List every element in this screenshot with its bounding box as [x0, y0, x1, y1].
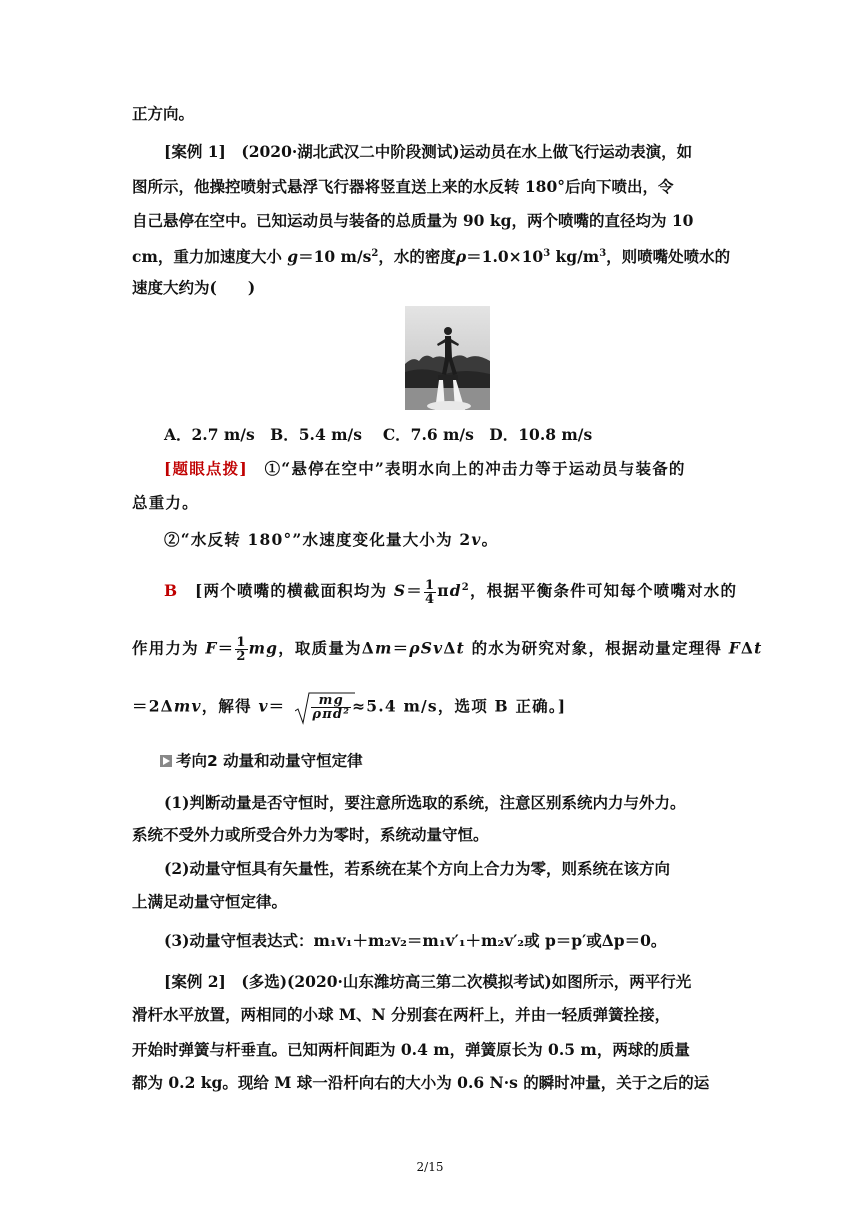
fraction: $\frac{1}{4}$ [424, 577, 436, 607]
square-root: $\frac{mg}{\text{ρπd²}}$ [297, 694, 352, 721]
para-1b: 系统不受外力或所受合外力为零时，系统动量守恒。 [132, 825, 489, 844]
text-line: 正方向。 [132, 104, 195, 123]
case1-line-3: 自己悬停在空中。已知运动员与装备的总质量为 90 kg，两个喷嘴的直径均为 10 [132, 211, 694, 230]
para-3: (3)动量守恒表达式：m₁v₁＋m₂v₂＝m₁v′₁＋m₂v′₂或 p＝p′或Δp＝0。 [164, 931, 667, 950]
page-number: 2/15 [416, 1160, 444, 1174]
fraction: $\frac{1}{2}$ [236, 635, 247, 664]
case1-line-4: cm，重力加速度大小 g＝10 $m/s^2$，水的密度$\rho=1.0\times 10^3$ $kg/m^3$，则喷嘴处喷水的 [132, 247, 731, 267]
answer-line-3: ＝2Δmv，解得 v＝ $\frac{mg}{\text{ρπd²}}$ ≈5.4 m/s，选项 B 正确。] [132, 693, 567, 722]
case1-line-1: [案例 1] (2020·湖北武汉二中阶段测试)运动员在水上做飞行运动表演，如 [164, 142, 693, 161]
answer-line-1: B [两个喷嘴的横截面积均为 S＝ $\frac{1}{4}$ $\pi d^2$，根据平衡条件可知每个喷嘴对水的 [164, 577, 738, 607]
answer-line-2: 作用力为 F＝ $\frac{1}{2}$ mg，取质量为Δm＝ρSvΔt 的水为研究对象，根据动量定理得 FΔt [132, 635, 763, 664]
section-heading: 考向2 动量和动量守恒定律 [160, 751, 363, 771]
para-2a: (2)动量守恒具有矢量性，若系统在某个方向上合力为零，则系统在该方向 [164, 859, 670, 878]
options: A．2.7 m/s B．5.4 m/s C．7.6 m/s D．10.8 m/s [164, 425, 593, 444]
flyboard-photo [405, 306, 490, 410]
case2-line-3: 开始时弹簧与杆垂直。已知两杆间距为 0.4 m，弹簧原长为 0.5 m，两球的质量 [132, 1040, 690, 1059]
para-2b: 上满足动量守恒定律。 [132, 892, 288, 911]
para-1a: (1)判断动量是否守恒时，要注意所选取的系统，注意区别系统内力与外力。 [164, 793, 686, 812]
case2-line-2: 滑杆水平放置，两相同的小球 M、N 分别套在两杆上，并由一轻质弹簧拴接， [132, 1005, 671, 1024]
hint-line-1: [题眼点拨] ①“悬停在空中”表明水向上的冲击力等于运动员与装备的 [164, 459, 686, 478]
case1-line-2: 图所示，他操控喷射式悬浮飞行器将竖直送上来的水反转 180°后向下喷出，令 [132, 177, 674, 196]
case2-line-1: [案例 2] (多选)(2020·山东潍坊高三第二次模拟考试)如图所示，两平行光 [164, 972, 692, 991]
case1-line-5: 速度大约为( ) [132, 278, 256, 297]
case2-line-4: 都为 0.2 kg。现给 M 球一沿杆向右的大小为 0.6 N·s 的瞬时冲量，关于之后的运 [132, 1073, 710, 1092]
hint-line-3: ②“水反转 180°”水速度变化量大小为 2v。 [164, 530, 499, 549]
play-marker-icon [160, 755, 172, 767]
hint-line-2: 总重力。 [132, 493, 199, 512]
